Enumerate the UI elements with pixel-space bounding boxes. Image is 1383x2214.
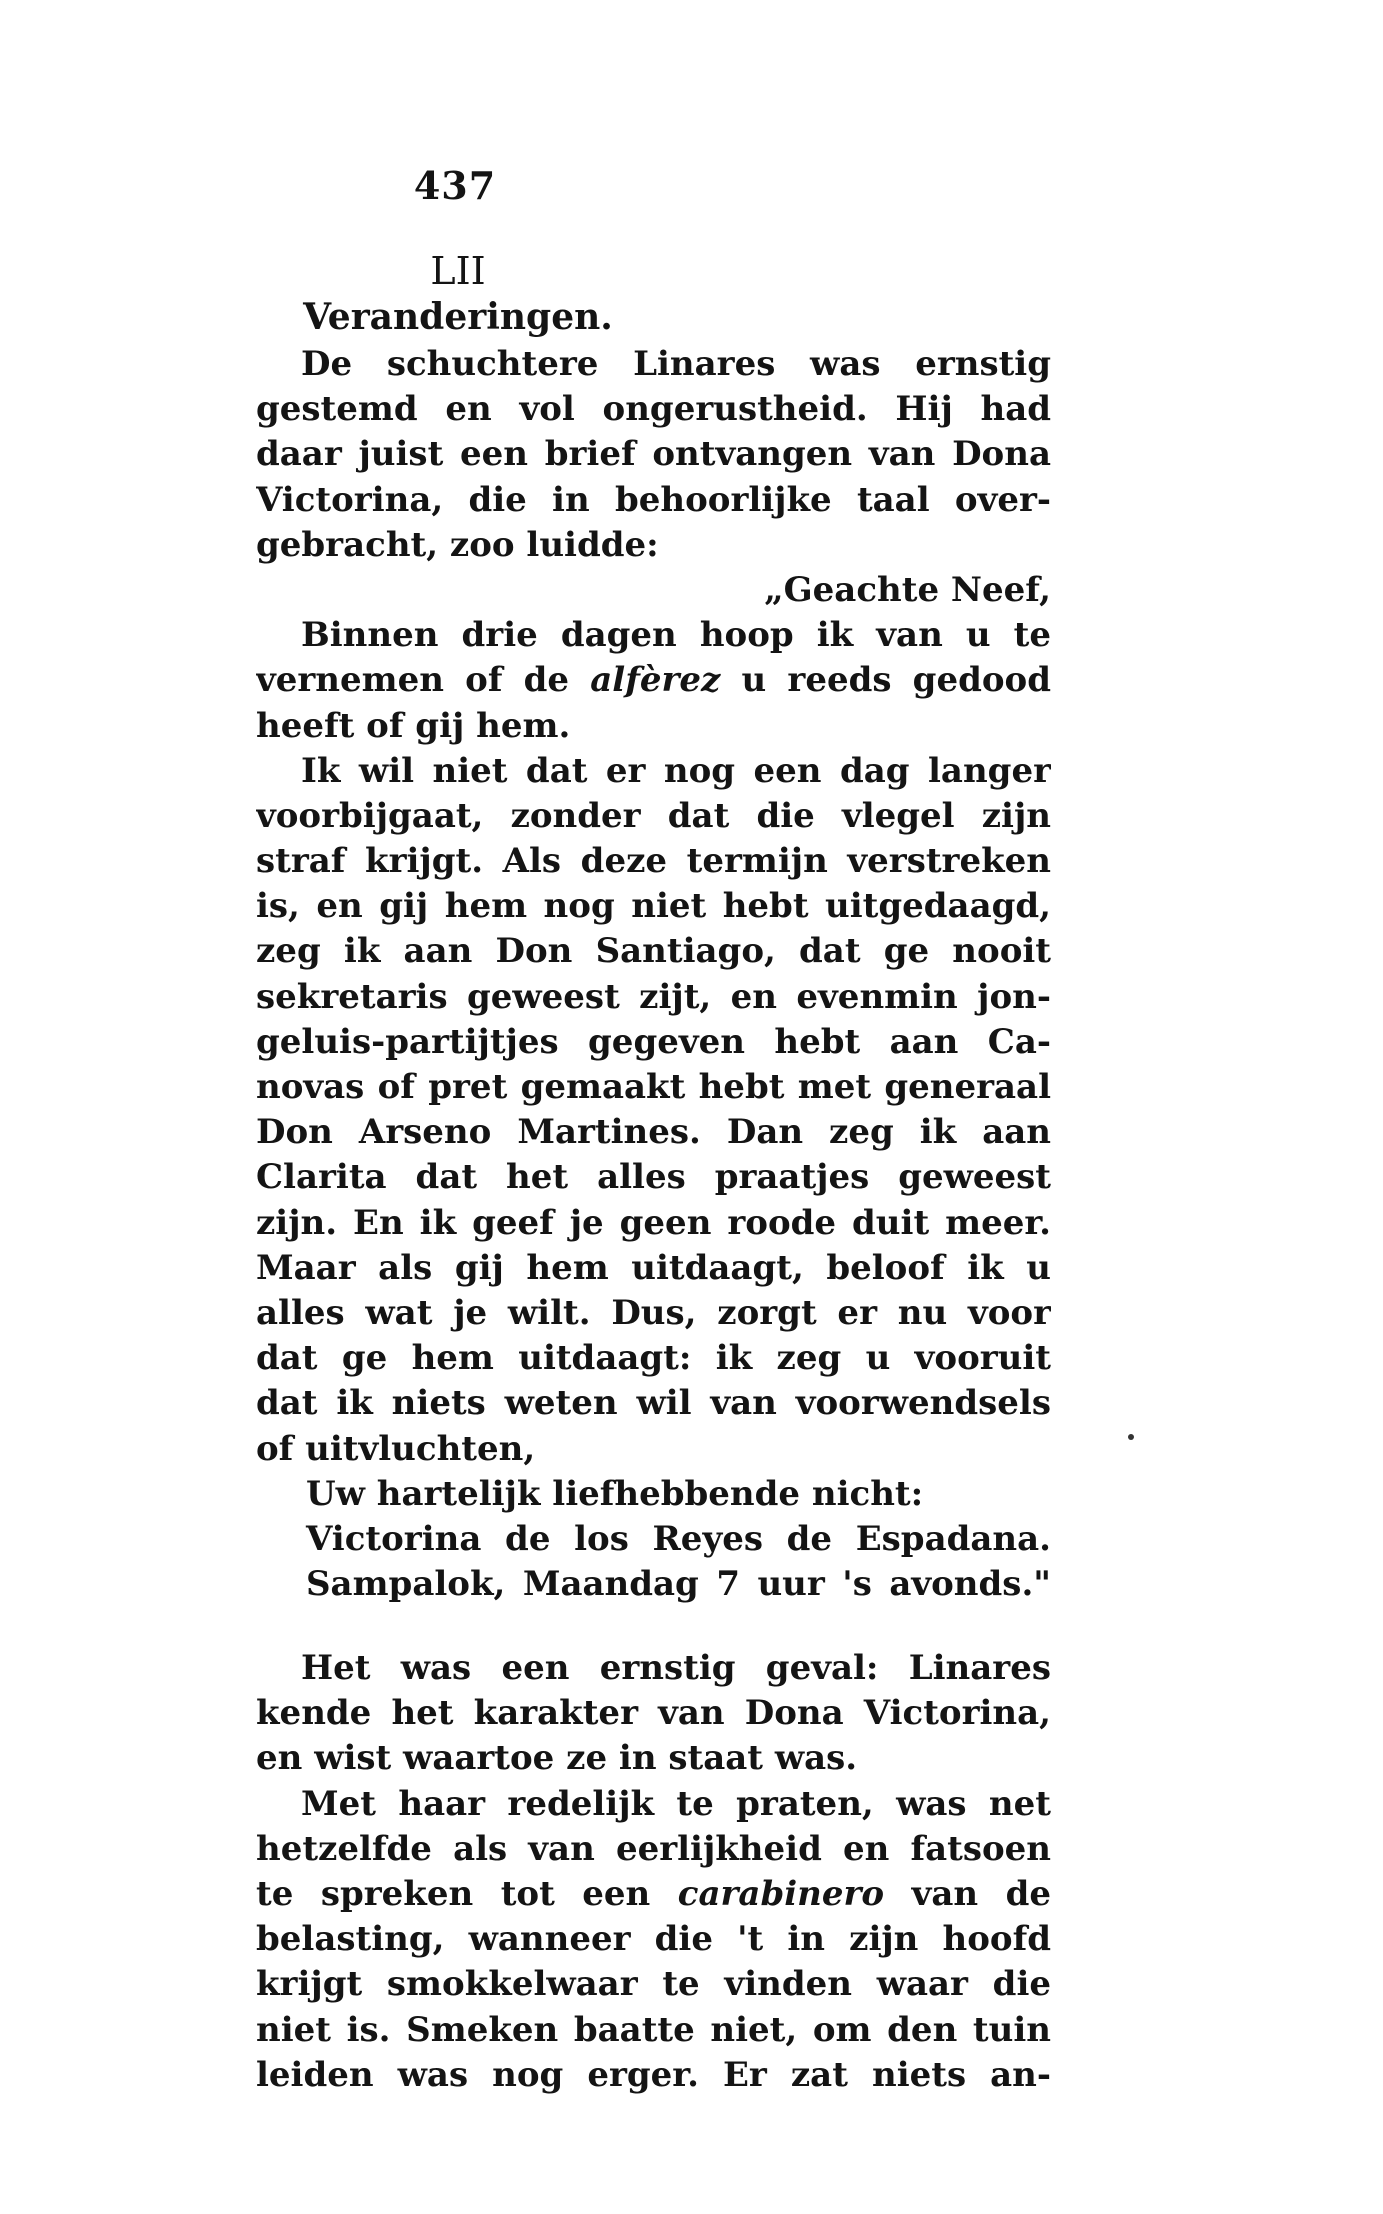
text-line: dat ge hem uitdaagt: ik zeg u vooruit bbox=[256, 1338, 1051, 1379]
text-line: Het was een ernstig geval: Linares bbox=[301, 1648, 1051, 1688]
italic-term-carabinero: carabinero bbox=[677, 1873, 885, 1914]
text-line: krijgt smokkelwaar te vinden waar die bbox=[256, 1964, 1051, 2005]
text-line: alles wat je wilt. Dus, zorgt er nu voor bbox=[256, 1292, 1051, 1333]
text-line: zeg ik aan Don Santiago, dat ge nooit bbox=[256, 931, 1051, 972]
letter-signature: Victorina de los Reyes de Espadana. bbox=[306, 1518, 1051, 1559]
text-line: te spreken tot een carabinero van de bbox=[256, 1873, 1051, 1914]
chapter-title: Veranderingen. bbox=[303, 296, 613, 338]
text-line: heeft of gij hem. bbox=[256, 705, 571, 746]
text-line: kende het karakter van Dona Victorina, bbox=[256, 1693, 1051, 1734]
chapter-number: LII bbox=[430, 249, 486, 293]
text-line: en wist waartoe ze in staat was. bbox=[256, 1738, 858, 1779]
letter-closing: Uw hartelijk liefhebbende nicht: bbox=[306, 1473, 924, 1514]
text-line: straf krijgt. Als deze termijn verstreken bbox=[256, 841, 1051, 882]
text-line: Victorina, die in behoorlijke taal over- bbox=[256, 479, 1051, 520]
text-line: gestemd en vol ongerustheid. Hij had bbox=[256, 389, 1051, 430]
narrative-passage bbox=[256, 1646, 1051, 2098]
text-line: gebracht, zoo luidde: bbox=[256, 524, 659, 565]
ink-speck bbox=[1128, 1434, 1134, 1440]
text-line: daar juist een brief ontvangen van Dona bbox=[256, 434, 1051, 475]
text-line: Ik wil niet dat er nog een dag langer bbox=[301, 750, 1051, 791]
text-line: is, en gij hem nog niet hebt uitgedaagd, bbox=[256, 886, 1051, 927]
text-line: novas of pret gemaakt hebt met generaal bbox=[256, 1067, 1051, 1107]
page-number: 437 bbox=[413, 163, 497, 208]
text-line: hetzelfde als van eerlijkheid en fatsoen bbox=[256, 1828, 1051, 1869]
italic-term-alferez: alfèrez bbox=[590, 660, 721, 701]
text-line: Met haar redelijk te praten, was net bbox=[301, 1783, 1051, 1824]
text-line: Clarita dat het alles praatjes geweest bbox=[256, 1157, 1051, 1198]
text-line: De schuchtere Linares was ernstig bbox=[301, 344, 1051, 384]
text-line: Don Arseno Martines. Dan zeg ik aan bbox=[256, 1112, 1051, 1153]
text-line: Maar als gij hem uitdaagt, beloof ik u bbox=[256, 1247, 1051, 1288]
text-line: voorbijgaat, zonder dat die vlegel zijn bbox=[256, 795, 1051, 836]
text-line: dat ik niets weten wil van voorwendsels bbox=[256, 1383, 1051, 1424]
text-line: of uitvluchten, bbox=[256, 1428, 536, 1469]
text-line: niet is. Smeken baatte niet, om den tuin bbox=[256, 2009, 1051, 2050]
text-line: vernemen of de alfèrez u reeds gedood bbox=[256, 660, 1051, 701]
text-line: leiden was nog erger. Er zat niets an- bbox=[256, 2054, 1051, 2095]
text-line: belasting, wanneer die 't in zijn hoofd bbox=[256, 1919, 1051, 1960]
letter-place-date: Sampalok, Maandag 7 uur 's avonds." bbox=[306, 1564, 1051, 1605]
text-line: Binnen drie dagen hoop ik van u te bbox=[301, 615, 1051, 656]
text-line: zijn. En ik geef je geen roode duit meer. bbox=[256, 1202, 1051, 1243]
text-line: sekretaris geweest zijt, en evenmin jon- bbox=[256, 976, 1051, 1017]
letter-passage bbox=[256, 342, 1051, 1607]
text-line: geluis-partijtjes gegeven hebt aan Ca- bbox=[256, 1021, 1051, 1062]
letter-salutation: „Geachte Neef, bbox=[764, 569, 1051, 610]
